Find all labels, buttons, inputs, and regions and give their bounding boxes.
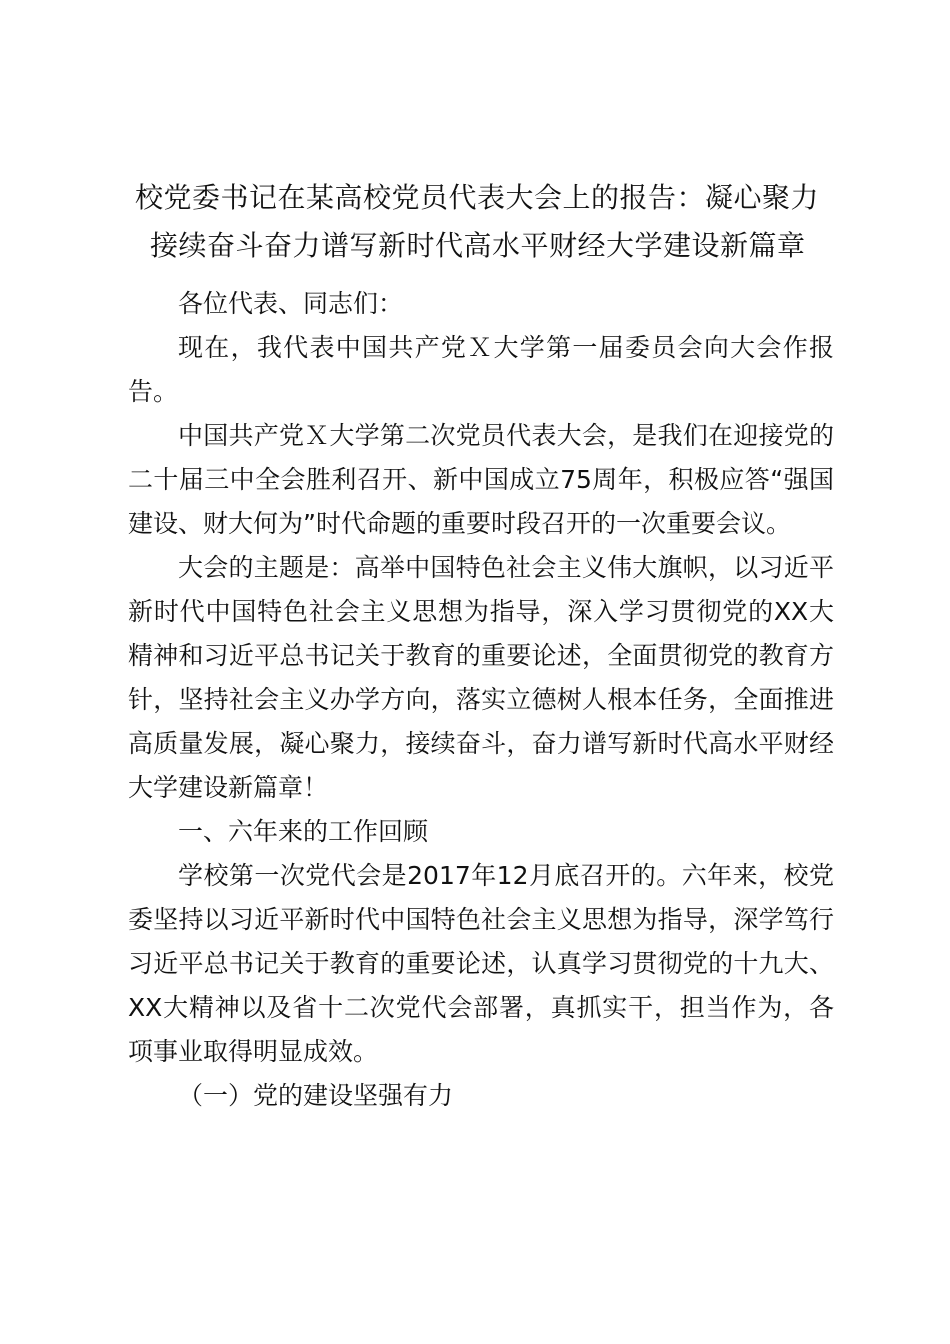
salutation: 各位代表、同志们： xyxy=(178,289,404,318)
section-heading: 一、六年来的工作回顾 xyxy=(178,817,429,846)
subsection-heading: （一）党的建设坚强有力 xyxy=(178,1081,454,1110)
document-title-line-1: 校党委书记在某高校党员代表大会上的报告：凝心聚力 xyxy=(135,181,820,214)
body-paragraph: 中国共产党Ｘ大学第二次党员代表大会，是我们在迎接党的二十届三中全会胜利召开、新中国成立75周年，积极应答“强国建设、财大何为”时代命题的重要时段召开的一次重要会议。 xyxy=(128,421,834,538)
body-paragraph: 学校第一次党代会是2017年12月底召开的。六年来，校党委坚持以习近平新时代中国特色社会主义思想为指导，深学笃行习近平总书记关于教育的重要论述，认真学习贯彻党的十九大、XX大精神以及省十二次党代会部署，真抓实干，担当作为，各项事业取得明显成效。 xyxy=(128,861,834,1066)
body-paragraph: 现在，我代表中国共产党Ｘ大学第一届委员会向大会作报告。 xyxy=(128,333,834,406)
document-body xyxy=(128,282,834,1118)
body-paragraph: 大会的主题是：高举中国特色社会主义伟大旗帜，以习近平新时代中国特色社会主义思想为指导，深入学习贯彻党的XX大精神和习近平总书记关于教育的重要论述，全面贯彻党的教育方针，坚持社会主义办学方向，落实立德树人根本任务，全面推进高质量发展，凝心聚力，接续奋斗，奋力谱写新时代高水平财经大学建设新篇章！ xyxy=(128,553,834,802)
document-title-line-2: 接续奋斗奋力谱写新时代高水平财经大学建设新篇章 xyxy=(150,229,806,262)
